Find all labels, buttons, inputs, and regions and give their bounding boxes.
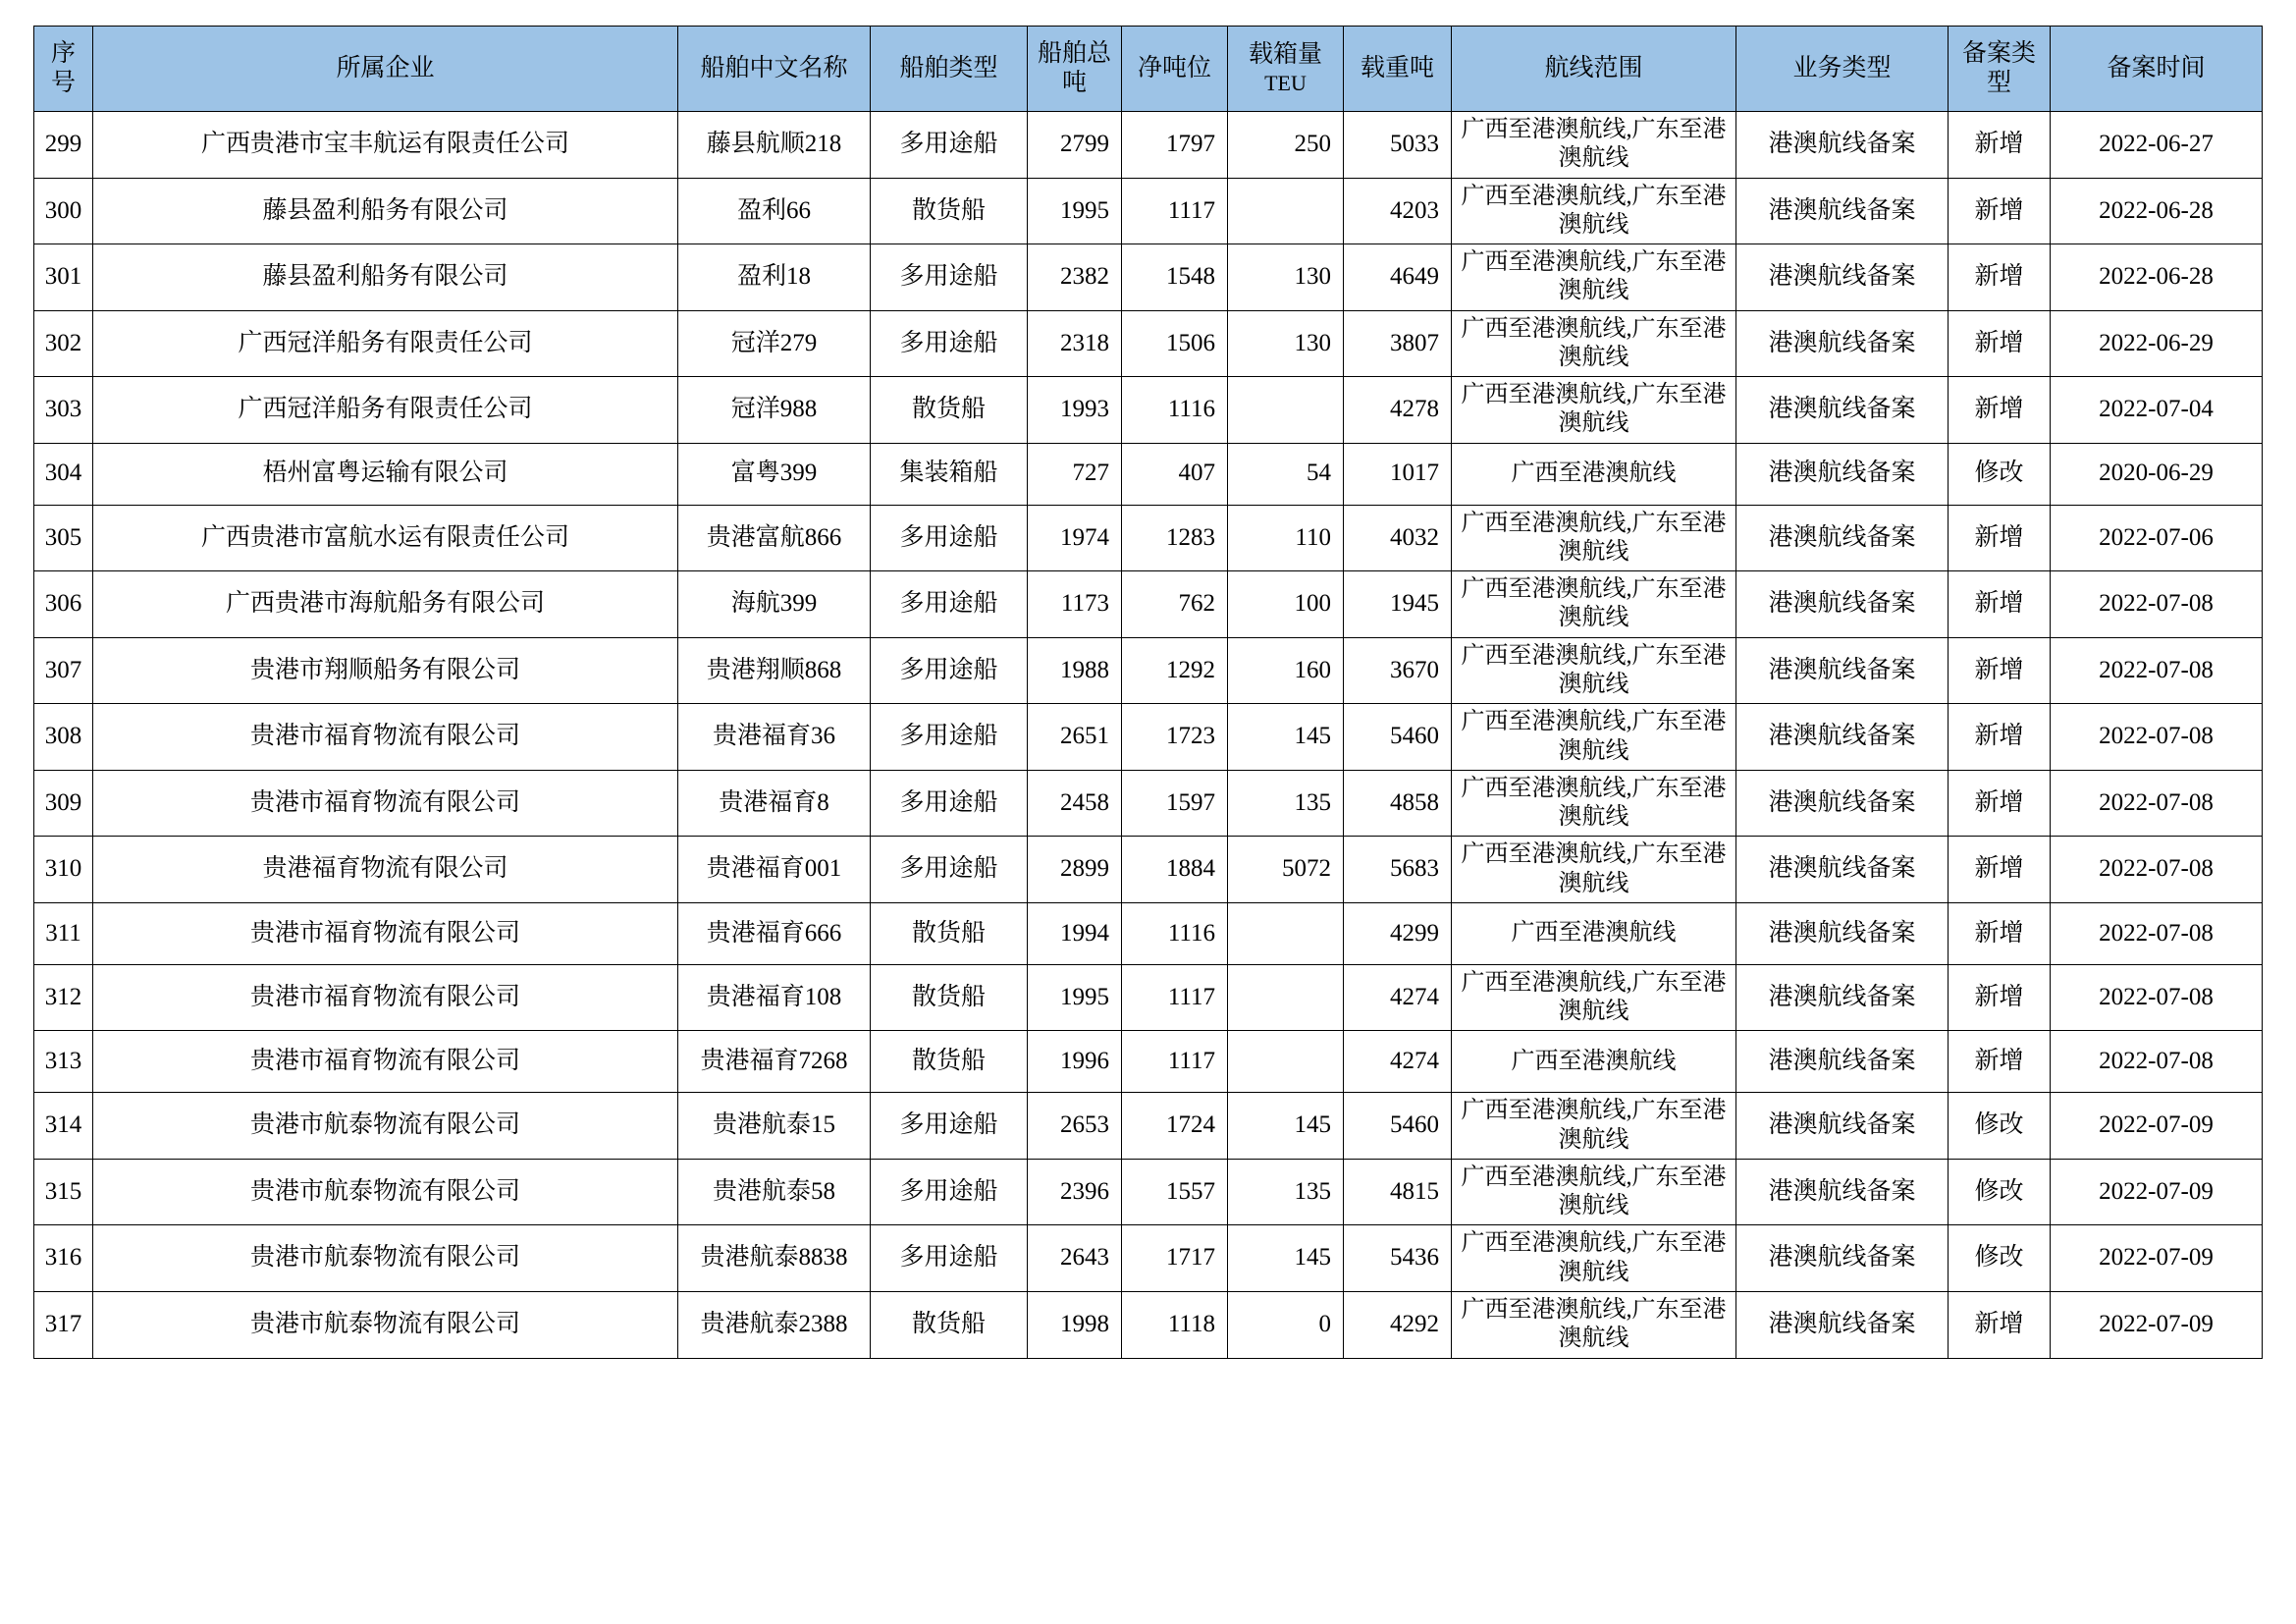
cell-index: 299 [34,112,93,179]
cell-teu: 5072 [1228,837,1344,903]
cell-net-tonnage: 1723 [1122,704,1228,771]
cell-company: 藤县盈利船务有限公司 [93,244,678,311]
cell-company: 贵港市翔顺船务有限公司 [93,637,678,704]
cell-route: 广西至港澳航线 [1452,902,1736,964]
cell-record-date: 2022-07-08 [2051,571,2263,638]
cell-ship-name: 富粤399 [678,443,871,505]
cell-ship-name: 贵港福育001 [678,837,871,903]
cell-gross-tonnage: 1998 [1028,1291,1122,1358]
cell-company: 广西贵港市海航船务有限公司 [93,571,678,638]
cell-net-tonnage: 1884 [1122,837,1228,903]
cell-record-date: 2022-07-06 [2051,505,2263,571]
cell-route: 广西至港澳航线,广东至港澳航线 [1452,377,1736,444]
cell-business-type: 港澳航线备案 [1736,902,1949,964]
table-row [34,837,2263,903]
cell-gross-tonnage: 727 [1028,443,1122,505]
cell-deadweight: 4299 [1344,902,1452,964]
cell-business-type: 港澳航线备案 [1736,310,1949,377]
cell-record-type: 新增 [1949,178,2051,244]
table-row [34,571,2263,638]
cell-deadweight: 4815 [1344,1159,1452,1225]
cell-ship-type: 多用途船 [871,1225,1028,1292]
cell-business-type: 港澳航线备案 [1736,443,1949,505]
cell-business-type: 港澳航线备案 [1736,1093,1949,1160]
cell-company: 贵港市福育物流有限公司 [93,704,678,771]
cell-record-date: 2022-07-09 [2051,1093,2263,1160]
cell-net-tonnage: 1724 [1122,1093,1228,1160]
cell-ship-type: 多用途船 [871,244,1028,311]
cell-index: 308 [34,704,93,771]
table-body [34,112,2263,1359]
column-header-teu-unit: TEU [1264,70,1307,95]
cell-index: 306 [34,571,93,638]
cell-company: 广西冠洋船务有限责任公司 [93,377,678,444]
cell-company: 贵港市航泰物流有限公司 [93,1159,678,1225]
cell-teu [1228,1031,1344,1093]
cell-ship-type: 多用途船 [871,1093,1028,1160]
table-row [34,178,2263,244]
cell-business-type: 港澳航线备案 [1736,704,1949,771]
column-header-route: 航线范围 [1452,27,1736,112]
cell-ship-type: 多用途船 [871,112,1028,179]
cell-gross-tonnage: 2653 [1028,1093,1122,1160]
cell-company: 广西贵港市富航水运有限责任公司 [93,505,678,571]
cell-gross-tonnage: 2651 [1028,704,1122,771]
cell-teu [1228,964,1344,1031]
cell-index: 300 [34,178,93,244]
column-header-business-type: 业务类型 [1736,27,1949,112]
cell-net-tonnage: 1597 [1122,770,1228,837]
cell-net-tonnage: 1116 [1122,377,1228,444]
cell-route: 广西至港澳航线,广东至港澳航线 [1452,964,1736,1031]
table-row [34,902,2263,964]
cell-route: 广西至港澳航线,广东至港澳航线 [1452,837,1736,903]
cell-record-type: 新增 [1949,112,2051,179]
cell-business-type: 港澳航线备案 [1736,637,1949,704]
cell-index: 311 [34,902,93,964]
cell-business-type: 港澳航线备案 [1736,837,1949,903]
cell-index: 304 [34,443,93,505]
cell-ship-type: 多用途船 [871,571,1028,638]
cell-business-type: 港澳航线备案 [1736,244,1949,311]
cell-gross-tonnage: 2799 [1028,112,1122,179]
column-header-gross-tonnage: 船舶总吨 [1028,27,1122,112]
cell-deadweight: 4274 [1344,1031,1452,1093]
cell-company: 贵港市福育物流有限公司 [93,964,678,1031]
cell-index: 315 [34,1159,93,1225]
cell-index: 312 [34,964,93,1031]
cell-gross-tonnage: 1996 [1028,1031,1122,1093]
cell-record-date: 2022-07-09 [2051,1225,2263,1292]
cell-teu: 145 [1228,1225,1344,1292]
cell-ship-name: 贵港福育7268 [678,1031,871,1093]
table-header [34,27,2263,112]
cell-deadweight: 5460 [1344,704,1452,771]
cell-gross-tonnage: 2899 [1028,837,1122,903]
cell-ship-name: 贵港翔顺868 [678,637,871,704]
cell-net-tonnage: 1506 [1122,310,1228,377]
cell-route: 广西至港澳航线,广东至港澳航线 [1452,571,1736,638]
column-header-index: 序号 [34,27,93,112]
ship-record-table [33,26,2263,1359]
cell-index: 313 [34,1031,93,1093]
cell-deadweight: 1017 [1344,443,1452,505]
cell-record-type: 新增 [1949,837,2051,903]
cell-net-tonnage: 407 [1122,443,1228,505]
cell-ship-type: 散货船 [871,964,1028,1031]
table-row [34,770,2263,837]
cell-business-type: 港澳航线备案 [1736,112,1949,179]
column-header-record-date: 备案时间 [2051,27,2263,112]
column-header-net-tonnage: 净吨位 [1122,27,1228,112]
cell-index: 305 [34,505,93,571]
cell-record-date: 2022-07-04 [2051,377,2263,444]
cell-gross-tonnage: 1173 [1028,571,1122,638]
table-row [34,244,2263,311]
table-row [34,1031,2263,1093]
cell-teu: 135 [1228,1159,1344,1225]
cell-net-tonnage: 1717 [1122,1225,1228,1292]
table-row [34,637,2263,704]
table-row [34,704,2263,771]
table-row [34,1291,2263,1358]
cell-route: 广西至港澳航线,广东至港澳航线 [1452,1159,1736,1225]
cell-deadweight: 4292 [1344,1291,1452,1358]
cell-ship-name: 盈利66 [678,178,871,244]
cell-record-type: 修改 [1949,1093,2051,1160]
cell-ship-name: 盈利18 [678,244,871,311]
cell-record-type: 新增 [1949,770,2051,837]
cell-record-type: 修改 [1949,1159,2051,1225]
cell-record-type: 修改 [1949,1225,2051,1292]
cell-ship-name: 冠洋279 [678,310,871,377]
cell-ship-type: 多用途船 [871,310,1028,377]
cell-deadweight: 5460 [1344,1093,1452,1160]
column-header-ship-type: 船舶类型 [871,27,1028,112]
cell-gross-tonnage: 2318 [1028,310,1122,377]
cell-net-tonnage: 1292 [1122,637,1228,704]
cell-route: 广西至港澳航线,广东至港澳航线 [1452,244,1736,311]
cell-ship-type: 集装箱船 [871,443,1028,505]
cell-company: 贵港市航泰物流有限公司 [93,1225,678,1292]
cell-record-date: 2022-06-29 [2051,310,2263,377]
cell-gross-tonnage: 2643 [1028,1225,1122,1292]
cell-deadweight: 3807 [1344,310,1452,377]
table-row [34,964,2263,1031]
cell-company: 贵港市航泰物流有限公司 [93,1093,678,1160]
cell-record-type: 修改 [1949,443,2051,505]
cell-ship-name: 贵港航泰15 [678,1093,871,1160]
cell-company: 梧州富粤运输有限公司 [93,443,678,505]
cell-route: 广西至港澳航线,广东至港澳航线 [1452,178,1736,244]
cell-teu: 130 [1228,244,1344,311]
cell-deadweight: 4203 [1344,178,1452,244]
cell-net-tonnage: 1117 [1122,178,1228,244]
column-header-company: 所属企业 [93,27,678,112]
cell-ship-name: 贵港福育666 [678,902,871,964]
cell-business-type: 港澳航线备案 [1736,1291,1949,1358]
cell-record-date: 2022-06-27 [2051,112,2263,179]
cell-index: 310 [34,837,93,903]
cell-ship-type: 散货船 [871,1291,1028,1358]
cell-route: 广西至港澳航线,广东至港澳航线 [1452,704,1736,771]
cell-record-type: 新增 [1949,637,2051,704]
cell-route: 广西至港澳航线,广东至港澳航线 [1452,310,1736,377]
cell-ship-type: 多用途船 [871,505,1028,571]
cell-ship-name: 贵港航泰2388 [678,1291,871,1358]
cell-company: 贵港福育物流有限公司 [93,837,678,903]
table-row [34,377,2263,444]
cell-ship-type: 散货船 [871,902,1028,964]
cell-gross-tonnage: 1994 [1028,902,1122,964]
cell-company: 贵港市航泰物流有限公司 [93,1291,678,1358]
table-row [34,112,2263,179]
cell-gross-tonnage: 1974 [1028,505,1122,571]
cell-record-date: 2022-07-08 [2051,902,2263,964]
cell-index: 316 [34,1225,93,1292]
cell-ship-type: 散货船 [871,178,1028,244]
cell-teu: 54 [1228,443,1344,505]
cell-ship-type: 多用途船 [871,704,1028,771]
cell-company: 贵港市福育物流有限公司 [93,1031,678,1093]
cell-teu: 250 [1228,112,1344,179]
cell-net-tonnage: 1797 [1122,112,1228,179]
column-header-deadweight: 载重吨 [1344,27,1452,112]
table-row [34,1093,2263,1160]
cell-ship-name: 冠洋988 [678,377,871,444]
cell-index: 307 [34,637,93,704]
column-header-teu-label: 载箱量 [1248,41,1322,69]
cell-deadweight: 1945 [1344,571,1452,638]
cell-teu: 145 [1228,704,1344,771]
cell-deadweight: 4274 [1344,964,1452,1031]
cell-teu: 110 [1228,505,1344,571]
cell-company: 贵港市福育物流有限公司 [93,902,678,964]
cell-record-date: 2022-07-09 [2051,1159,2263,1225]
cell-deadweight: 4649 [1344,244,1452,311]
table-row [34,505,2263,571]
cell-business-type: 港澳航线备案 [1736,964,1949,1031]
cell-teu: 130 [1228,310,1344,377]
cell-business-type: 港澳航线备案 [1736,1159,1949,1225]
cell-net-tonnage: 1117 [1122,1031,1228,1093]
cell-record-type: 新增 [1949,377,2051,444]
cell-ship-name: 贵港富航866 [678,505,871,571]
cell-gross-tonnage: 2382 [1028,244,1122,311]
cell-ship-name: 贵港福育108 [678,964,871,1031]
cell-ship-name: 贵港航泰8838 [678,1225,871,1292]
cell-teu: 160 [1228,637,1344,704]
cell-ship-type: 多用途船 [871,637,1028,704]
cell-business-type: 港澳航线备案 [1736,1225,1949,1292]
cell-record-date: 2022-07-08 [2051,770,2263,837]
cell-index: 303 [34,377,93,444]
cell-deadweight: 5436 [1344,1225,1452,1292]
cell-ship-name: 海航399 [678,571,871,638]
cell-route: 广西至港澳航线,广东至港澳航线 [1452,1093,1736,1160]
cell-business-type: 港澳航线备案 [1736,377,1949,444]
cell-route: 广西至港澳航线,广东至港澳航线 [1452,112,1736,179]
cell-gross-tonnage: 1988 [1028,637,1122,704]
cell-deadweight: 4278 [1344,377,1452,444]
cell-route: 广西至港澳航线 [1452,1031,1736,1093]
cell-ship-name: 贵港福育8 [678,770,871,837]
table-row [34,1225,2263,1292]
cell-teu: 135 [1228,770,1344,837]
cell-record-date: 2022-07-08 [2051,704,2263,771]
cell-company: 广西贵港市宝丰航运有限责任公司 [93,112,678,179]
column-header-record-type: 备案类型 [1949,27,2051,112]
cell-net-tonnage: 1548 [1122,244,1228,311]
cell-route: 广西至港澳航线 [1452,443,1736,505]
cell-ship-type: 散货船 [871,377,1028,444]
cell-route: 广西至港澳航线,广东至港澳航线 [1452,637,1736,704]
cell-net-tonnage: 1117 [1122,964,1228,1031]
cell-business-type: 港澳航线备案 [1736,770,1949,837]
cell-record-date: 2022-07-08 [2051,637,2263,704]
cell-ship-type: 多用途船 [871,770,1028,837]
cell-route: 广西至港澳航线,广东至港澳航线 [1452,1225,1736,1292]
cell-company: 贵港市福育物流有限公司 [93,770,678,837]
cell-business-type: 港澳航线备案 [1736,178,1949,244]
cell-ship-name: 贵港航泰58 [678,1159,871,1225]
cell-gross-tonnage: 1995 [1028,178,1122,244]
cell-record-date: 2022-07-08 [2051,837,2263,903]
cell-record-date: 2022-07-08 [2051,1031,2263,1093]
cell-ship-type: 散货船 [871,1031,1028,1093]
cell-teu [1228,377,1344,444]
table-row [34,443,2263,505]
cell-ship-type: 多用途船 [871,1159,1028,1225]
cell-record-type: 新增 [1949,505,2051,571]
cell-gross-tonnage: 1993 [1028,377,1122,444]
cell-record-type: 新增 [1949,244,2051,311]
column-header-ship-name: 船舶中文名称 [678,27,871,112]
cell-net-tonnage: 1557 [1122,1159,1228,1225]
cell-gross-tonnage: 1995 [1028,964,1122,1031]
cell-route: 广西至港澳航线,广东至港澳航线 [1452,1291,1736,1358]
cell-index: 309 [34,770,93,837]
cell-business-type: 港澳航线备案 [1736,505,1949,571]
cell-company: 藤县盈利船务有限公司 [93,178,678,244]
cell-record-date: 2020-06-29 [2051,443,2263,505]
column-header-teu [1228,27,1344,112]
cell-route: 广西至港澳航线,广东至港澳航线 [1452,505,1736,571]
cell-record-type: 新增 [1949,310,2051,377]
cell-teu: 0 [1228,1291,1344,1358]
cell-net-tonnage: 762 [1122,571,1228,638]
cell-record-date: 2022-06-28 [2051,178,2263,244]
cell-business-type: 港澳航线备案 [1736,1031,1949,1093]
cell-index: 301 [34,244,93,311]
cell-ship-type: 多用途船 [871,837,1028,903]
cell-record-type: 新增 [1949,571,2051,638]
table-row [34,1159,2263,1225]
cell-deadweight: 4858 [1344,770,1452,837]
cell-gross-tonnage: 2396 [1028,1159,1122,1225]
cell-net-tonnage: 1283 [1122,505,1228,571]
table-row [34,310,2263,377]
cell-deadweight: 3670 [1344,637,1452,704]
cell-net-tonnage: 1118 [1122,1291,1228,1358]
cell-net-tonnage: 1116 [1122,902,1228,964]
cell-teu: 145 [1228,1093,1344,1160]
cell-teu [1228,178,1344,244]
cell-ship-name: 贵港福育36 [678,704,871,771]
cell-record-type: 新增 [1949,1291,2051,1358]
cell-ship-name: 藤县航顺218 [678,112,871,179]
cell-index: 317 [34,1291,93,1358]
cell-record-type: 新增 [1949,902,2051,964]
cell-company: 广西冠洋船务有限责任公司 [93,310,678,377]
cell-record-date: 2022-07-08 [2051,964,2263,1031]
cell-teu [1228,902,1344,964]
cell-deadweight: 5033 [1344,112,1452,179]
cell-deadweight: 4032 [1344,505,1452,571]
cell-index: 314 [34,1093,93,1160]
cell-record-type: 新增 [1949,704,2051,771]
cell-record-type: 新增 [1949,1031,2051,1093]
cell-route: 广西至港澳航线,广东至港澳航线 [1452,770,1736,837]
cell-business-type: 港澳航线备案 [1736,571,1949,638]
header-row [34,27,2263,112]
cell-gross-tonnage: 2458 [1028,770,1122,837]
cell-record-date: 2022-07-09 [2051,1291,2263,1358]
cell-deadweight: 5683 [1344,837,1452,903]
cell-record-type: 新增 [1949,964,2051,1031]
cell-teu: 100 [1228,571,1344,638]
cell-record-date: 2022-06-28 [2051,244,2263,311]
cell-index: 302 [34,310,93,377]
